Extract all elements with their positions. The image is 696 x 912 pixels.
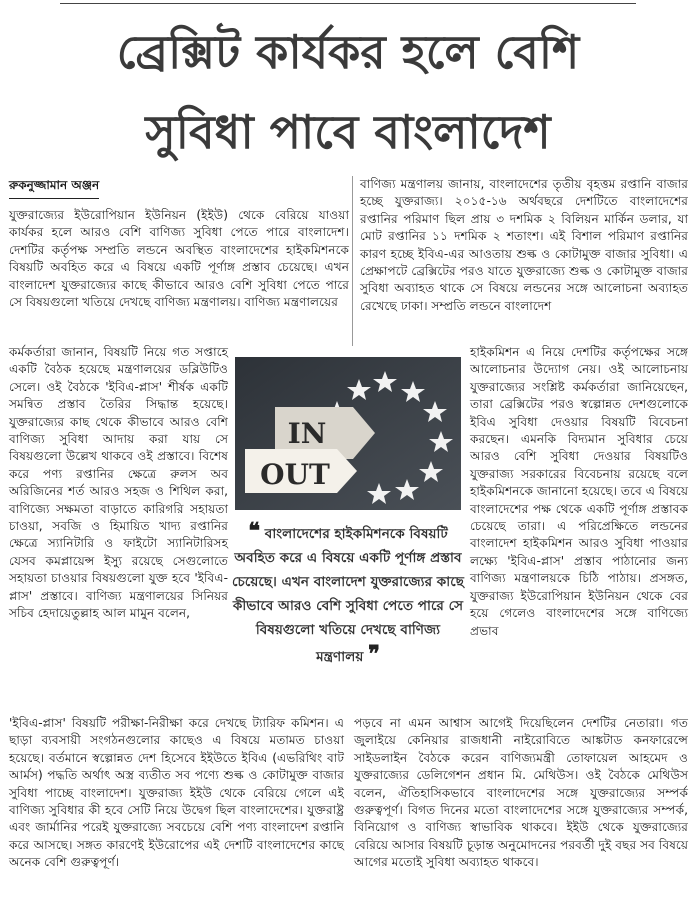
right-wrap-column: [470, 344, 688, 640]
intro-text: যুক্তরাজ্যের ইউরোপিয়ান ইউনিয়ন (ইইউ) থেকে বেরিয়ে যাওয়া কার্যকর হলে আরও বেশি বাণিজ্য সুবিধা পেতে পারে বাংলাদেশ। দেশটির কর্তৃপক্ষ সম্প্রতি লন্ডনে অবস্থিত বাংলাদেশের হাইকমিশনকে বিষয়টি অবহিত করে এ বিষয়ে একটি পূর্ণাঙ্গ প্রস্তাব চেয়েছে। এখন বাংলাদেশ যুক্তরাজ্যের কাছে কীভাবে আরও বেশি সুবিধা পেতে পারে সে বিষয়গুলো খতিয়ে দেখছে বাণিজ্য মন্ত্রণালয়। বাণিজ্য মন্ত্রণালয়ের: [9, 208, 349, 310]
left-wrap-column: [9, 344, 228, 623]
headline-line-2: সুবিধা পাবে বাংলাদেশ: [145, 105, 551, 159]
left-wrap-text: কর্মকর্তারা জানান, বিষয়টি নিয়ে গত সপ্তাহে একটি বৈঠক হয়েছে মন্ত্রণালয়ের ডব্লিউটিও সেলে। ওই বৈঠকে 'ইবিএ-প্লাস' শীর্ষক একটি সমন্বিত প্রস্তাব তৈরির সিদ্ধান্ত হয়েছে। যুক্তরাজ্যের কাছ থেকে কীভাবে আরও বেশি বাণিজ্য সুবিধা আদায় করা যায় সে বিষয়গুলো উল্লেখ থাকবে ওই প্রস্তাবে। বিশেষ করে পণ্য রপ্তানির ক্ষেত্রে রুলস অব অরিজিনের শর্ত আরও সহজ ও শিথিল করা, বাণিজ্যে সক্ষমতা বাড়াতে কারিগরি সহায়তা চাওয়া, সবজি ও হিমায়িত খাদ্য রপ্তানির ক্ষেত্রে স্যানিটারি ও ফাইটো স্যানিটারিসহ যেসব কমপ্লায়েন্স ইস্যু রয়েছে সেগুলোতে সহায়তা চাওয়ার বিষয়গুলো যুক্ত হবে 'ইবিএ-প্লাস' প্রস্তাবে। বাণিজ্য মন্ত্রণালয়ের সিনিয়র সচিব হেদায়েতুল্লাহ আল মামুন বলেন,: [9, 345, 228, 621]
headline: [0, 22, 696, 162]
right-bottom-text: পড়বে না এমন আশ্বাস আগেই দিয়েছিলেন দেশটির নেতারা। গত জুলাইয়ে কেনিয়ার রাজধানী নাইরোবিতে আঙ্কটাড কনফারেন্সে সাইডলাইন বৈঠকে করেন বাণিজ্যমন্ত্রী তোফায়েল আহমেদ ও যুক্তরাজ্যের ডেলিগেশন প্রধান মি. মেথিউস। ওই বৈঠকে মেথিউস বলেন, ঐতিহাসিকভাবে বাংলাদেশের সঙ্গে যুক্তরাজ্যের সম্পর্ক গুরুত্বপূর্ণ। বিগত দিনের মতো বাংলাদেশের সঙ্গে যুক্তরাজ্যের সম্পর্ক, বিনিয়োগ ও বাণিজ্য স্বাভাবিক থাকবে। ইইউ থেকে যুক্তরাজ্যের বেরিয়ে আসার বিষয়টি চূড়ান্ত অনুমোদনের পরবর্তী দুই বছর সব বিষয়ে আগের মতোই সুবিধা অব্যাহত থাকবে।: [354, 716, 688, 870]
sign-out-text: OUT: [260, 458, 330, 491]
column-two-top: [360, 176, 688, 315]
left-bottom-text: 'ইবিএ-প্লাস' বিষয়টি পরীক্ষা-নিরীক্ষা করে দেখছে ট্যারিফ কমিশন। এ ছাড়া ব্যবসায়ী সংগঠনগুলোর কাছেও এ বিষয়ে মতামত চাওয়া হয়েছে। বর্তমানে স্বল্পোন্নত দেশ হিসেবে ইইউতে ইবিএ (এভরিথিং বাট আর্মস) পদ্ধতি অর্থাৎ অস্ত্র ব্যতীত সব পণ্যে শুল্ক ও কোটামুক্ত বাজার সুবিধা পাচ্ছে বাংলাদেশ। যুক্তরাজ্য ইইউ থেকে বেরিয়ে গেলে এই বাণিজ্য সুবিধার কী হবে সেটি নিয়ে উদ্বেগ ছিল বাংলাদেশের। যুক্তরাষ্ট্র এবং জার্মানির পরেই যুক্তরাজ্যে সবচেয়ে বেশি পণ্য বাংলাদেশ রপ্তানি করে আসছে। সঙ্গত কারণেই ইউরোপের এই দেশটি বাংলাদেশের কাছে অনেক বেশি গুরুত্বপূর্ণ।: [9, 716, 344, 870]
byline: রুকনুজ্জামান অঞ্জন: [9, 177, 99, 199]
pull-quote: [232, 519, 464, 689]
top-rule: [0, 0, 696, 10]
intro-paragraph: [9, 207, 349, 311]
close-quote-icon: ❞: [368, 641, 380, 667]
right-wrap-text: হাইকমিশন এ নিয়ে দেশটির কর্তৃপক্ষের সঙ্গে আলোচনার উদ্যোগ নেয়। ওই আলোচনায় যুক্তরাজ্যের সংশ্লিষ্ট কর্মকর্তারা জানিয়েছেন, তারা ব্রেক্সিটের পরও স্বল্পোন্নত দেশগুলোকে ইবিএ সুবিধা দেওয়ার বিষয়টি বিবেচনা করছেন। এমনকি বিদ্যমান সুবিধার চেয়ে আরও বেশি সুবিধা দেওয়ার বিষয়টিও যুক্তরাজ্য সরকারের বিবেচনায় রয়েছে বলে হাইকমিশনকে জানানো হয়েছে। তবে এ বিষয়ে বাংলাদেশের পক্ষ থেকে একটি পূর্ণাঙ্গ প্রস্তাবক চেয়েছে তারা। এ পরিপ্রেক্ষিতে লন্ডনের বাংলাদেশ হাইকমিশন আরও সুবিধা পাওয়ার লক্ষ্যে 'ইবিএ-প্লাস' প্রস্তাব পাঠানোর জন্য বাণিজ্য মন্ত্রণালয়কে চিঠি পাঠায়। প্রসঙ্গত, যুক্তরাজ্য ইউরোপিয়ান ইউনিয়ন থেকে বের হয়ে গেলেও বাংলাদেশের সঙ্গে বাণিজ্যে প্রভাব: [470, 345, 688, 638]
column-divider: [352, 176, 353, 346]
headline-line-1: ব্রেক্সিট কার্যকর হলে বেশি: [116, 25, 580, 79]
in-out-sign-illustration: [235, 357, 461, 510]
brexit-in-out-photo: [235, 357, 461, 510]
sign-in-text: IN: [287, 417, 327, 450]
open-quote-icon: ❝: [248, 518, 261, 544]
pull-quote-text: বাংলাদেশের হাইকমিশনকে বিষয়টি অবহিত করে এ বিষয়ে একটি পূর্ণাঙ্গ প্রস্তাব চেয়েছে। এখন বাংলাদেশ যুক্তরাজ্যের কাছে কীভাবে আরও বেশি সুবিধা পেতে পারে সে বিষয়গুলো খতিয়ে দেখছে বাণিজ্য মন্ত্রণালয়: [232, 526, 464, 665]
bottom-columns: [9, 716, 688, 872]
col2-top-text: বাণিজ্য মন্ত্রণালয় জানায়, বাংলাদেশের তৃতীয় বৃহত্তম রপ্তানি বাজার হচ্ছে যুক্তরাজ্য। ২০১৫-১৬ অর্থবছরে দেশটিতে বাংলাদেশের রপ্তানির পরিমাণ ছিল প্রায় ৩ দশমিক ২ বিলিয়ন মার্কিন ডলার, যা মোট রপ্তানির ১১ দশমিক ২ শতাংশ। এই বিশাল পরিমাণ রপ্তানির কারণ হচ্ছে ইবিএ-এর আওতায় শুল্ক ও কোটামুক্ত বাজার সুবিধা। এ প্রেক্ষাপটে ব্রেক্সিটের পরও যাতে যুক্তরাজ্যে শুল্ক ও কোটামুক্ত বাজার সুবিধা অব্যাহত থাকে সে বিষয়ে লন্ডনের সঙ্গে আলোচনা অব্যাহত রেখেছে ঢাকা। সম্প্রতি লন্ডনে বাংলাদেশ: [360, 177, 688, 313]
